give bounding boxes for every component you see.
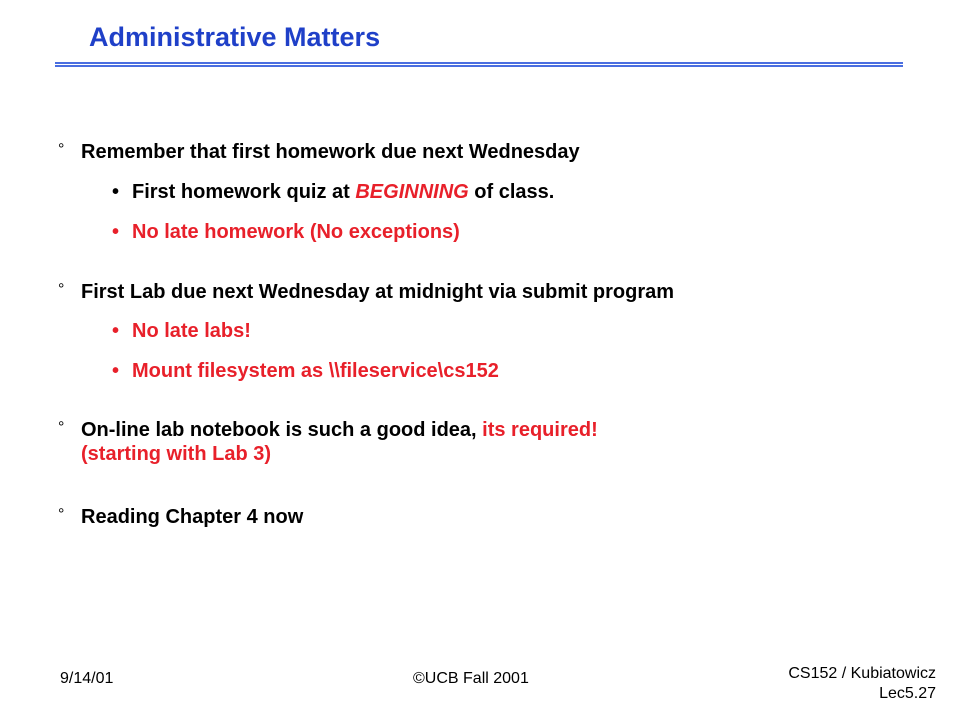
- subbullet-marker: •: [112, 320, 120, 342]
- bullet-marker: °: [58, 419, 65, 436]
- footer-date: 9/14/01: [60, 670, 114, 687]
- bullet-text: First Lab due next Wednesday at midnight via submit program: [81, 281, 675, 303]
- emphasis-required: its required!: [482, 419, 598, 441]
- bullet-marker: °: [58, 281, 65, 298]
- footer-lecture: Lec5.27: [879, 685, 936, 702]
- emphasis-beginning: BEGINNING: [355, 181, 469, 203]
- slide-title: Administrative Matters: [89, 22, 381, 52]
- subbullet-text: First homework quiz at BEGINNING of class.: [132, 181, 555, 203]
- subbullet-marker: •: [112, 221, 120, 243]
- bullet-text: Remember that first homework due next Wednesday: [81, 141, 580, 163]
- bullet-marker: °: [58, 506, 65, 523]
- bullet-marker: °: [58, 141, 65, 158]
- title-underline: [55, 62, 903, 67]
- footer-course-info: [788, 664, 936, 704]
- subbullet-text: Mount filesystem as \\fileservice\cs152: [132, 360, 499, 382]
- bullet-text: On-line lab notebook is such a good idea, its required!: [81, 419, 598, 441]
- bullet-text: Reading Chapter 4 now: [81, 506, 304, 528]
- subbullet-marker: •: [112, 360, 120, 382]
- footer-copyright: ©UCB Fall 2001: [413, 670, 529, 687]
- subbullet-text: No late homework (No exceptions): [132, 221, 460, 243]
- subbullet-marker: •: [112, 181, 120, 203]
- footer-course: CS152 / Kubiatowicz: [788, 665, 936, 682]
- subbullet-text: No late labs!: [132, 320, 251, 342]
- bullet-text-line2: (starting with Lab 3): [81, 443, 271, 465]
